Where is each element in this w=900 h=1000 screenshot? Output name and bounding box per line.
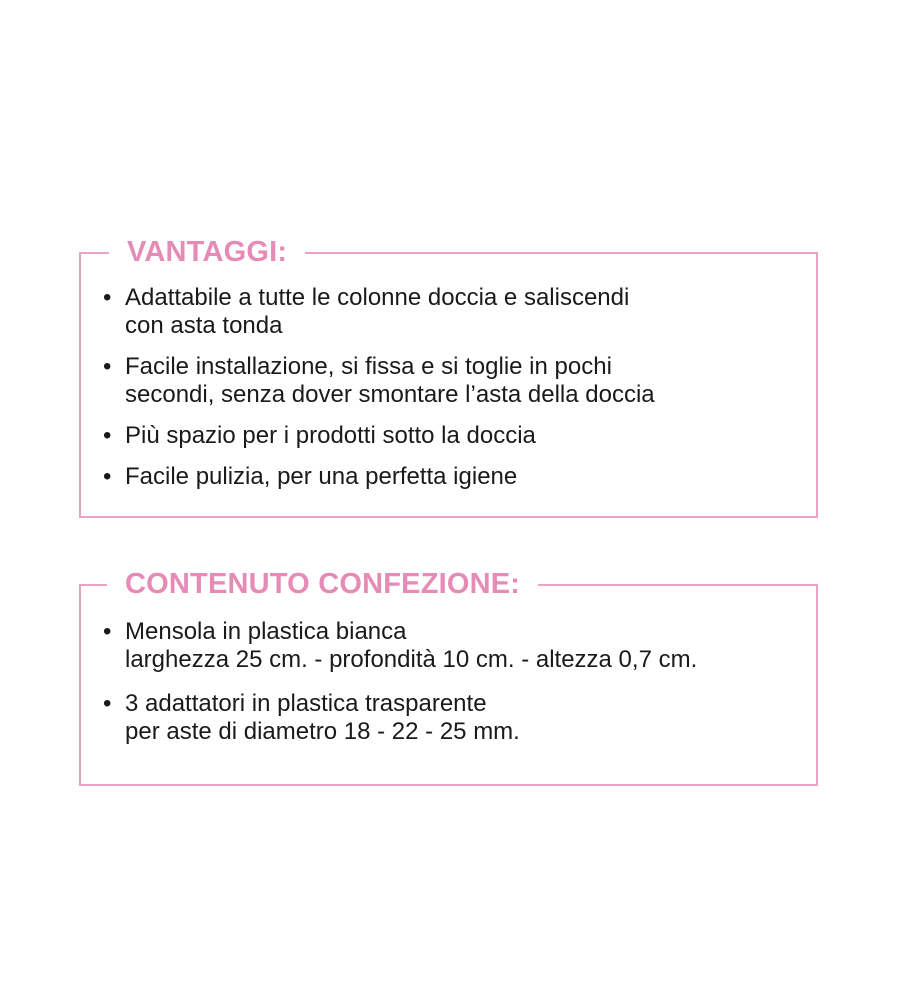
list-item-text: Adattabile a tutte le colonne doccia e saliscendi [125,284,630,311]
list-item [103,353,806,409]
list-item-text: larghezza 25 cm. - profondità 10 cm. - altezza 0,7 cm. [125,646,698,673]
list-item-text: Facile installazione, si fissa e si toglie in pochi [125,353,612,380]
list-item-text: 3 adattatori in plastica trasparente [125,690,487,717]
list-item [103,690,806,746]
list-item-text: con asta tonda [125,312,283,339]
bullet-icon: • [103,284,112,311]
list-item [103,422,806,450]
bullet-icon: • [103,690,112,717]
list-item-text: Più spazio per i prodotti sotto la doccia [125,422,536,449]
list-item [103,284,806,340]
contenuto-title: CONTENUTO CONFEZIONE: [107,565,538,603]
vantaggi-section [79,236,818,518]
list-item [103,618,806,674]
list-item-text: per aste di diametro 18 - 22 - 25 mm. [125,718,520,745]
vantaggi-title: VANTAGGI: [109,233,305,271]
list-item-text: Mensola in plastica bianca [125,618,407,645]
vantaggi-list [103,284,806,504]
contenuto-section [79,568,818,786]
bullet-icon: • [103,353,112,380]
list-item [103,463,806,491]
bullet-icon: • [103,463,112,490]
bullet-icon: • [103,618,112,645]
list-item-text: Facile pulizia, per una perfetta igiene [125,463,518,490]
list-item-text: secondi, senza dover smontare l’asta della doccia [125,381,655,408]
bullet-icon: • [103,422,112,449]
contenuto-list [103,618,806,762]
